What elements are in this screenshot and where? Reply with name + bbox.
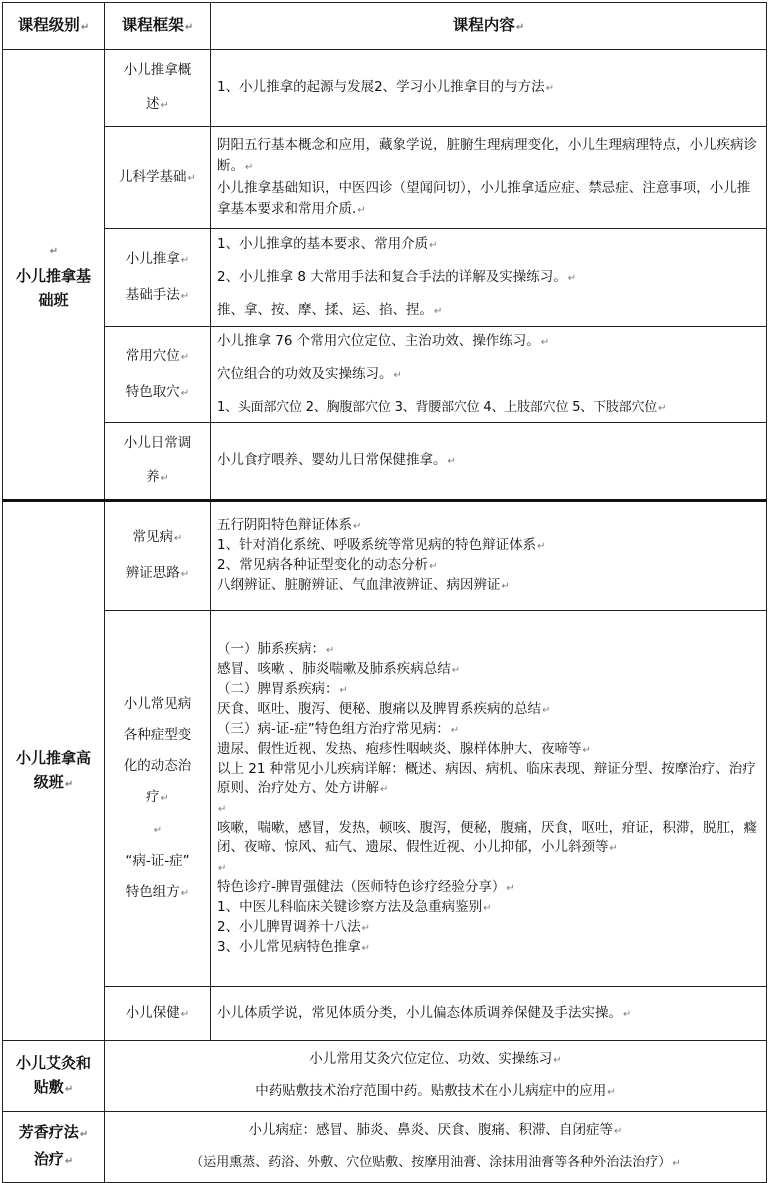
framework-basic-techniques: 小儿推拿↵ 基础手法↵ <box>105 229 211 327</box>
level-basic: ↵ 小儿推拿基 础班 <box>3 50 105 501</box>
framework-daily-care: 小儿日常调 养↵ <box>105 423 211 501</box>
table-row <box>3 501 767 611</box>
framework-acupoints: 常用穴位↵ 特色取穴↵ <box>105 327 211 423</box>
content-moxibustion: 小儿常用艾灸穴位定位、功效、实操练习↵ 中药贴敷技术治疗范围中药。贴敷技术在小儿病症中的应用↵ <box>105 1041 767 1112</box>
content-health-care: 小儿体质学说，常见体质分类，小儿偏态体质调养保健及手法实操。↵ <box>211 987 767 1041</box>
table-row <box>3 1112 767 1183</box>
level-moxibustion: 小儿艾灸和 贴敷↵ <box>3 1041 105 1112</box>
table-row <box>3 50 767 127</box>
framework-overview: 小儿推拿概 述↵ <box>105 50 211 127</box>
level-aromatherapy: 芳香疗法↵ 治疗↵ <box>3 1112 105 1183</box>
table-row <box>3 987 767 1041</box>
level-advanced: 小儿推拿高 级班↵ <box>3 501 105 1041</box>
content-aromatherapy: 小儿病症：感冒、肺炎、鼻炎、厌食、腹痛、积滞、自闭症等↵ （运用熏蒸、药浴、外敷、穴位贴敷、按摩用油膏、涂抹用油膏等各种外治法治疗）↵ <box>105 1112 767 1183</box>
header-content: 课程内容↵ <box>211 3 767 50</box>
header-row <box>3 3 767 50</box>
framework-common-diseases: 小儿常见病 各种症型变 化的动态治 疗↵ ↵ “病-证-症” 特色组方↵ <box>105 611 211 987</box>
table-row <box>3 423 767 501</box>
course-table <box>2 2 767 1183</box>
content-diagnosis: 五行阴阳特色辩证体系↵ 1、针对消化系统、呼吸系统等常见病的特色辩证体系↵ 2、常见病各种证型变化的动态分析↵ 八纲辨证、脏腑辨证、气血津液辨证、病因辨证↵ <box>211 501 767 611</box>
content-daily-care: 小儿食疗喂养、婴幼儿日常保健推拿。↵ <box>211 423 767 501</box>
table-row <box>3 1041 767 1112</box>
framework-health-care: 小儿保健↵ <box>105 987 211 1041</box>
content-pediatric-basics: 阴阳五行基本概念和应用，藏象学说，脏腑生理病理变化，小儿生理病理特点，小儿疾病诊断。↵ 小儿推拿基础知识，中医四诊（望闻问切），小儿推拿适应症、禁忌症、注意事项，小儿推拿基本要求和常用介质.↵ <box>211 127 767 229</box>
content-basic-techniques: 1、小儿推拿的基本要求、常用介质↵ 2、小儿推拿 8 大常用手法和复合手法的详解及实操练习。↵ 推、拿、按、摩、揉、运、掐、捏。↵ <box>211 229 767 327</box>
header-level: 课程级别↵ <box>3 3 105 50</box>
table-row <box>3 327 767 423</box>
table-row <box>3 229 767 327</box>
header-framework: 课程框架↵ <box>105 3 211 50</box>
framework-pediatric-basics: 儿科学基础↵ <box>105 127 211 229</box>
framework-diagnosis: 常见病↵ 辨证思路↵ <box>105 501 211 611</box>
content-common-diseases: （一）肺系疾病：↵ 感冒、咳嗽 、肺炎喘嗽及肺系疾病总结↵ （二）脾胃系疾病：↵ 厌食、呕吐、腹泻、便秘、腹痛以及脾胃系疾病的总结↵ （三）病-证-症”特色组方治疗常见病：↵ 遗尿、假性近视、发热、疱疹性咽峡炎、腺样体肿大、夜啼等↵ 以上 21 种常见小儿疾病详解：概述、病因、病机、临床表现、辩证分型、按摩治疗、治疗原则、治疗处方、处方讲解↵ ↵ 咳嗽，喘嗽，感冒，发热，顿咳、腹泻，便秘，腹痛，厌食，呕吐，疳证，积滞，脱肛，癃闭、夜啼、惊风、疝气、遗尿、假性近视、小儿抑郁，小儿斜颈等↵ ↵ 特色诊疗-脾胃强健法（医师特色诊疗经验分享）↵ 1、中医儿科临床关键诊察方法及急重病鉴别↵ 2、小儿脾胃调养十八法↵ 3、小儿常见病特色推拿↵ <box>211 611 767 987</box>
table-row <box>3 611 767 987</box>
content-acupoints: 小儿推拿 76 个常用穴位定位、主治功效、操作练习。↵ 穴位组合的功效及实操练习。↵ 1、头面部穴位 2、胸腹部穴位 3、背腰部穴位 4、上肢部穴位 5、下肢部穴位↵ <box>211 327 767 423</box>
table-row <box>3 127 767 229</box>
content-overview: 1、小儿推拿的起源与发展2、学习小儿推拿目的与方法↵ <box>211 50 767 127</box>
